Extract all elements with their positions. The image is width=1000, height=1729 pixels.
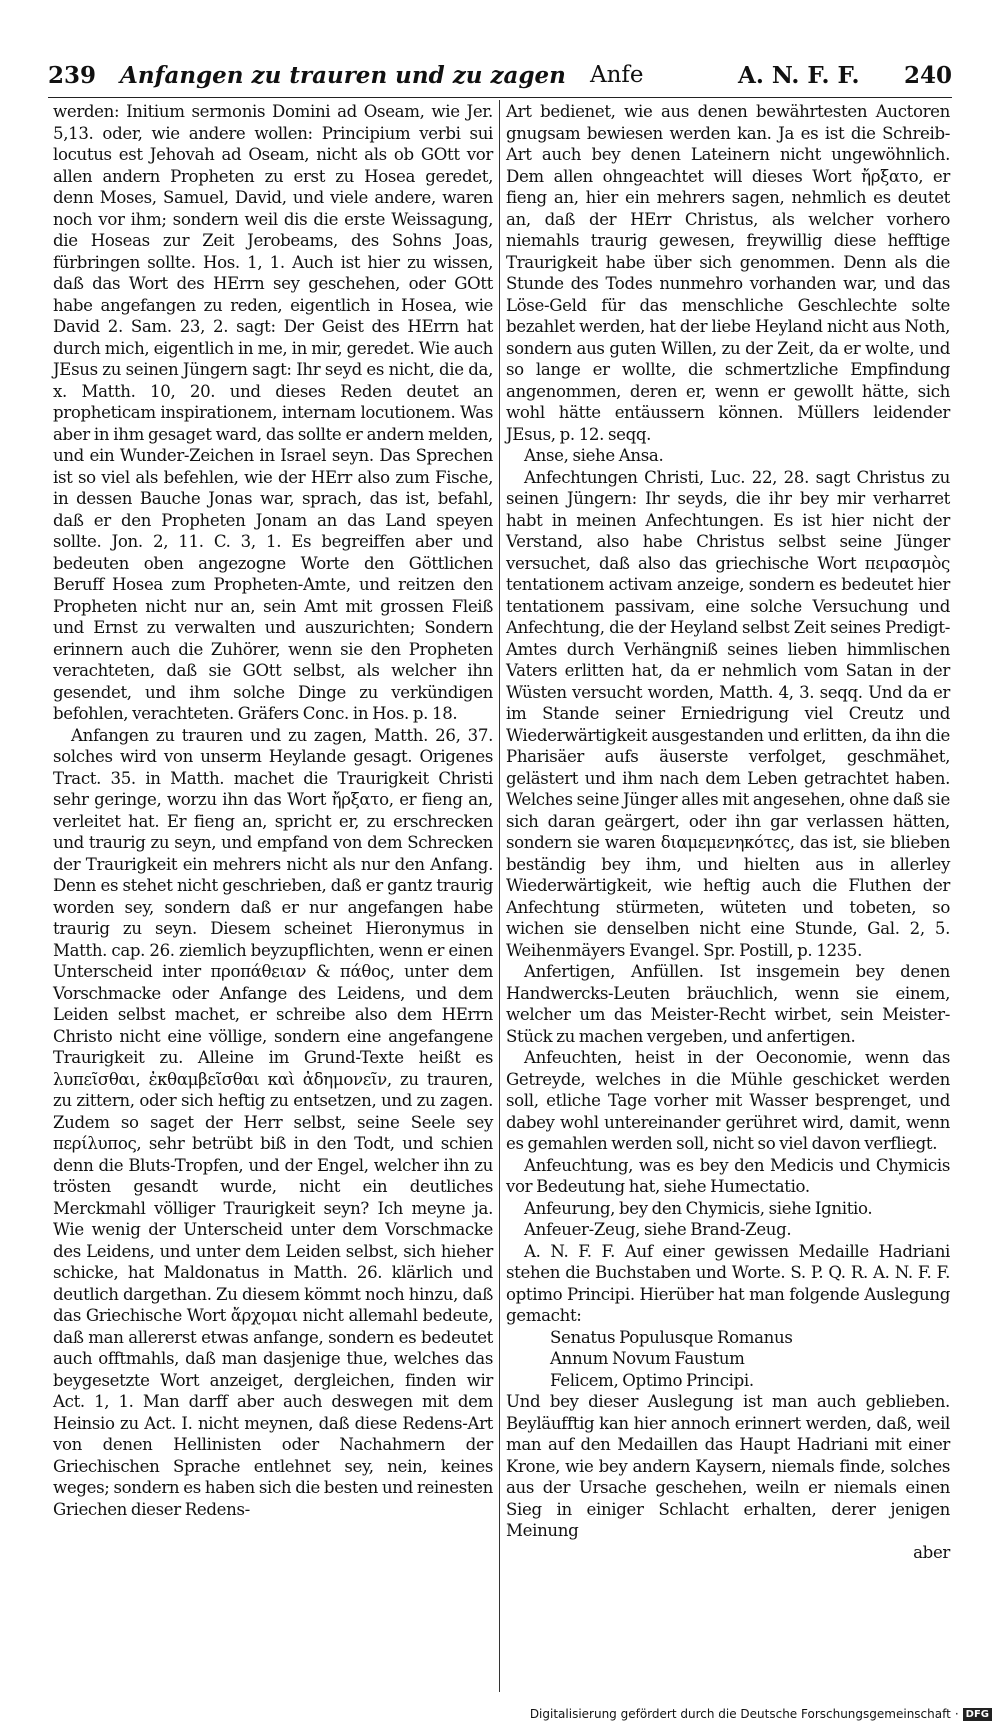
right-column [506,101,950,1563]
entry-anff: A. N. F. F. Auf einer gewissen Medaille Hadriani stehen die Buchstaben und Worte. S. P. Q. R. A. N. F. F. optimo Principi. Hierüber hat man folgende Auslegung gemacht: [506,1241,950,1325]
right-paragraph: Und bey dieser Auslegung ist man auch geblieben. Beyläufftig kan hier annoch erinnert werden, daß, weil man auf den Medaillen das Haupt Hadriani mit einer Krone, wie bey andern Kaysern, niemals finde, solches aus der Ursache geschehen, weiln er niemals einen Sieg in einiger Schlacht erhalten, derer jenigen Meinung [506,1392,950,1540]
entry-anfeuchtung: Anfeuchtung, was es bey den Medicis und Chymicis vor Bedeutung hat, siehe Humectatio. [506,1155,950,1196]
right-running-reference: A. N. F. F. [738,62,860,89]
running-header [48,52,952,92]
left-column [53,101,493,1520]
catchword: aber [913,1542,950,1562]
right-paragraph: Art bedienet, wie aus denen bewährtesten Auctoren gnugsam bewiesen werden kan. Ja es ist die Schreib-Art auch bey denen Lateinern nicht ungewöhnlich. Dem allen ohngeachtet will dieses Wort ἤρξατο, er fieng an, hier ein mehrers sagen, nehmlich es deutet an, daß der HErr Christus, als welcher vorhero niemahls traurig gewesen, freywillig diese hefftige Traurigkeit habe über sich genommen. Denn als die Stunde des Todes nunmehro vorhanden war, und das Löse-Geld für das menschliche Geschlechte solte bezahlet werden, hat der liebe Heyland nicht aus Noth, sondern aus guten Willen, zu der Zeit, da er wolte, und so lange er wollte, die schmertzliche Empfindung angenommen, deren er, wenn er gewollt hätte, sich wohl hätte entäussern können. Müllers leidender JEsus, p. 12. seqq. [506,102,950,444]
right-page-number: 240 [903,62,952,89]
entry-anfechtungen: Anfechtungen Christi, Luc. 22, 28. sagt Christus zu seinen Jüngern: Ihr seyds, die ihr bey mir verharret habt in meinen Anfechtungen. Es ist hier nicht der Verstand, also habe Christus selbst seine Jünger versuchet, daß also das griechische Wort πειρασμὸς tentationem activam anzeige, sondern es bedeutet hier tentationem passivam, eine solche Versuchung und Anfechtung, die der Heyland selbst Zeit seines Predigt-Amtes durch Verhängniß seines lieben himmlischen Vaters erlitten hat, da er nehmlich vom Satan in der Wüsten versucht worden, Matth. 4, 3. seqq. Und da er im Stande seiner Erniedrigung viel Creutz und Wiederwärtigkeit ausgestanden und erlitten, da ihn die Pharisäer aufs äuserste verfolget, geschmähet, gelästert und ihm nach dem Leben getrachtet haben. Welches seine Jünger alles mit angesehen, ohne daß sie sich daran geärgert, oder ihn gar verlassen hätten, sondern sie waren διαμεμενηκότες, das ist, sie blieben beständig bey ihm, und hielten aus in allerley Wiederwärtigkeit, wie heftig auch die Fluthen der Anfechtung stürmeten, wüteten und tobeten, so wichen sie denselben nicht eine Stunde, Gal. 2, 5. Weihenmäyers Evangel. Spr. Postill, p. 1235. [506,467,950,960]
column-divider [499,100,500,1692]
latin-line: Felicem, Optimo Principi. [550,1370,754,1390]
header-rule [48,97,952,98]
left-running-title: Anfangen zu trauren und zu zagen [120,62,566,89]
entry-anfeuchten: Anfeuchten, heist in der Oeconomie, wenn das Getreyde, welches in die Mühle geschicket werden soll, etliche Tage vorher mit Wasser besprenget, und dabey wohl untereinander gerühret wird, damit, wenn es gemahlen werden soll, nicht so viel davon verfliegt. [506,1048,950,1153]
latin-line: Annum Novum Faustum [550,1349,745,1368]
right-running-word: Anfe [590,62,644,88]
dfg-logo-icon: DFG [963,1708,992,1721]
entry-anfeuer-zeug: Anfeuer-Zeug, siehe Brand-Zeug. [524,1220,792,1239]
left-page-number: 239 [48,62,97,89]
entry-anfertigen: Anfertigen, Anfüllen. Ist insgemein bey denen Handwercks-Leuten bräuchlich, wenn sie einem, welcher um das Meister-Recht wirbet, sein Meister-Stück zu machen vergeben, und anfertigen. [506,962,950,1046]
digitization-credit: Digitalisierung gefördert durch die Deutsche Forschungsgemeinschaft · DFG [530,1707,992,1721]
left-paragraph: Anfangen zu trauren und zu zagen, Matth. 26, 37. solches wird von unserm Heylande gesagt. Origenes Tract. 35. in Matth. machet die Traurigkeit Christi sehr geringe, worzu ihn das Wort ἤρξατο, er fieng an, verleitet hat. Er fieng an, spricht er, zu erschrecken und traurig zu seyn, und empfand von dem Schrecken der Traurigkeit ein mehrers nicht als nur den Anfang. Denn es stehet nicht geschrieben, daß er gantz traurig worden sey, sondern daß er nur angefangen habe traurig zu seyn. Diesem scheinet Hieronymus in Matth. cap. 26. ziemlich beyzupflichten, wenn er einen Unterscheid inter προπάθειαν & πάθος, unter dem Vorschmacke oder Anfange des Leidens, und dem Leiden selbst machet, er schreibe also dem HErrn Christo nicht eine völlige, sondern eine angefangene Traurigkeit zu. Alleine im Grund-Texte heißt es λυπεῖσθαι, ἐκθαμβεῖσθαι καὶ ἀδημονεῖν, zu trauren, zu zittern, oder sich heftig zu entsetzen, und zu zagen. Zudem so saget der Herr selbst, seine Seele sey περίλυπος, sehr betrübt biß in den Todt, und schien denn die Bluts-Tropfen, und der Engel, welcher ihn zu trösten gesandt wurde, nicht ein deutliches Merckmahl völliger Traurigkeit seyn? Ich meyne ja. Wie wenig der Unterscheid unter dem Vorschmacke des Leidens, und unter dem Leiden selbst, sich hieher schicke, hat Maldonatus in Matth. 26. klärlich und deutlich dargethan. Zu diesem kömmt noch hinzu, daß das Griechische Wort ἄρχομαι nicht allemahl bedeute, daß man allererst etwas anfange, sondern es bedeutet auch offtmahls, daß man dasjenige thue, welches das beygesetzte Wort anzeiget, dergleichen, finden wir Act. 1, 1. Man darff aber auch deswegen mit dem Heinsio zu Act. I. nicht meynen, daß diese Redens-Art von denen Hellinisten oder Nachahmern der Griechischen Sprache entlehnet sey, nein, keines weges; sondern es haben sich die besten und reinesten Griechen dieser Redens- [53,725,493,1519]
credit-text: Digitalisierung gefördert durch die Deutsche Forschungsgemeinschaft [529,1707,951,1721]
left-paragraph: werden: Initium sermonis Domini ad Oseam, wie Jer. 5,13. oder, wie andere wollen: Principium verbi sui locutus est Jehovah ad Oseam, nicht als ob GOtt vor allen andern Propheten zu erst zu Hosea geredet, denn Moses, Samuel, David, und viele andere, waren noch vor ihm; sondern weil dis die erste Weissagung, die Hoseas zur Zeit Jerobeams, des Sohns Joas, fürbringen sollte. Hos. 1, 1. Auch ist hier zu wissen, daß das Wort des HErrn sey geschehen, oder GOtt habe angefangen zu reden, eigentlich in Hosea, wie David 2. Sam. 23, 2. sagt: Der Geist des HErrn hat durch mich, eigentlich in me, in mir, geredet. Wie auch JEsus zu seinen Jüngern sagt: Ihr seyd es nicht, die da, x. Matth. 10, 20. und dieses Reden deutet an propheticam inspirationem, internam locutionem. Was aber in ihm gesaget ward, das sollte er andern melden, und ein Wunder-Zeichen in Israel seyn. Das Sprechen ist so viel als befehlen, wie der HErr also zum Fische, in dessen Bauche Jonas war, sprach, das ist, befahl, daß er den Propheten Jonam an das Land speyen sollte. Jon. 2, 11. C. 3, 1. Es begreiffen aber und bedeuten oben angezogne Worte den Göttlichen Beruff Hosea zum Propheten-Amte, und reitzen den Propheten nicht nur an, sein Amt mit grossen Fleiß und Ernst zu verwalten und auszurichten; Sondern erinnern auch die Zuhörer, wenn sie den Propheten verachteten, daß sie GOtt selbst, als welcher ihn gesendet, und ihm solche Dinge zu verkündigen befohlen, verachteten. Gräfers Conc. in Hos. p. 18. [53,102,493,723]
latin-line: Senatus Populusque Romanus [550,1327,793,1347]
entry-anse: Anse, siehe Ansa. [524,446,664,465]
entry-anfeurung: Anfeurung, bey den Chymicis, siehe Ignitio. [524,1198,873,1218]
